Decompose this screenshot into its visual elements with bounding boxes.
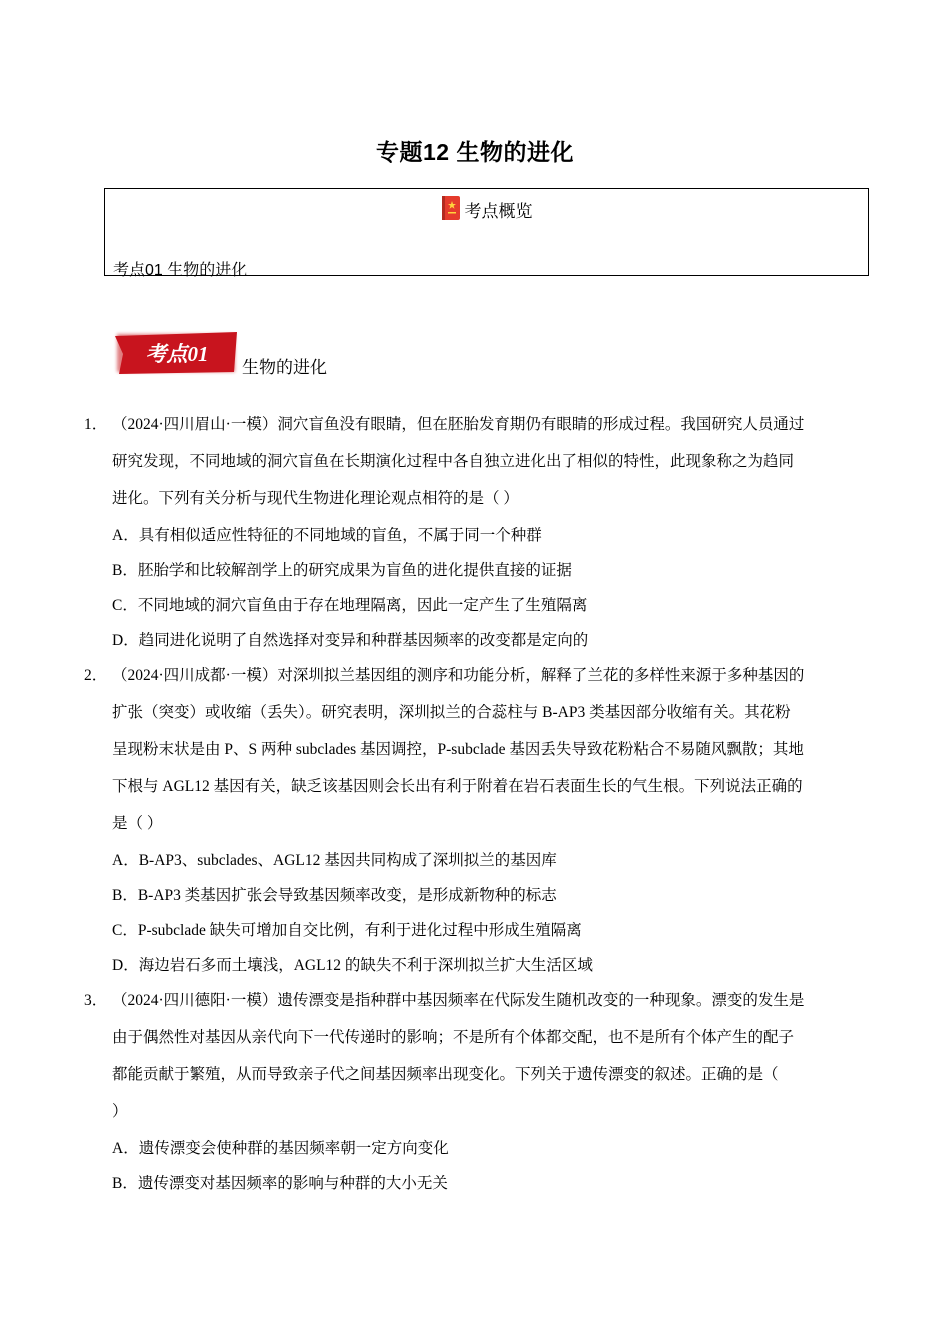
option-a[interactable]: A．具有相似适应性特征的不同地域的盲鱼，不属于同一个种群 (112, 527, 542, 544)
option-a[interactable]: A．遗传漂变会使种群的基因频率朝一定方向变化 (112, 1140, 449, 1157)
question-stem-line: 扩张（突变）或收缩（丢失）。研究表明，深圳拟兰的合蕊柱与 B-AP3 类基因部分收缩有关。其花粉 (112, 704, 791, 721)
section-badge-label: 考点01 (145, 342, 209, 366)
option-d[interactable]: D．海边岩石多而土壤浅，AGL12 的缺失不利于深圳拟兰扩大生活区域 (112, 957, 593, 974)
section-title: 生物的进化 (242, 358, 327, 377)
option-b[interactable]: B．遗传漂变对基因频率的影响与种群的大小无关 (112, 1175, 448, 1192)
question-stem-line: ） (112, 1103, 128, 1120)
book-icon (441, 195, 461, 221)
question-stem-line: 由于偶然性对基因从亲代向下一代传递时的影响；不是所有个体都交配，也不是所有个体产生的配子 (112, 1029, 795, 1046)
question-stem-line: 进化。下列有关分析与现代生物进化理论观点相符的是（ ） (112, 490, 519, 507)
option-d[interactable]: D．趋同进化说明了自然选择对变异和种群基因频率的改变都是定向的 (112, 632, 589, 649)
question-stem-line: 研究发现，不同地域的洞穴盲鱼在长期演化过程中各自独立进化出了相似的特性，此现象称之为趋同 (112, 453, 795, 470)
question-number: 2． (84, 667, 108, 684)
overview-box (104, 188, 869, 279)
question-stem-line: 下根与 AGL12 基因有关，缺乏该基因则会长出有利于附着在岩石表面生长的气生根。下列说法正确的 (112, 778, 803, 795)
question-stem-line: （2024·四川成都·一模）对深圳拟兰基因组的测序和功能分析，解释了兰花的多样性来源于多种基因的 (112, 667, 805, 684)
question-number: 3． (84, 992, 108, 1009)
question-number: 1． (84, 416, 108, 433)
option-c[interactable]: C．P-subclade 缺失可增加自交比例，有利于进化过程中形成生殖隔离 (112, 922, 582, 939)
question-stem-line: （2024·四川眉山·一模）洞穴盲鱼没有眼睛，但在胚胎发育期仍有眼睛的形成过程。我国研究人员通过 (112, 416, 805, 433)
option-a[interactable]: A．B-AP3、subclades、AGL12 基因共同构成了深圳拟兰的基因库 (112, 852, 557, 869)
overview-item[interactable]: 考点01 生物的进化 (113, 262, 248, 279)
question-stem-line: 呈现粉末状是由 P、S 两种 subclades 基因调控，P-subclade 基因丢失导致花粉粘合不易随风飘散；其地 (112, 741, 804, 758)
option-c[interactable]: C．不同地域的洞穴盲鱼由于存在地理隔离，因此一定产生了生殖隔离 (112, 597, 588, 614)
option-b[interactable]: B．B-AP3 类基因扩张会导致基因频率改变，是形成新物种的标志 (112, 887, 557, 904)
option-b[interactable]: B．胚胎学和比较解剖学上的研究成果为盲鱼的进化提供直接的证据 (112, 562, 572, 579)
section-badge (113, 330, 239, 376)
overview-heading-text: 考点概览 (464, 202, 533, 221)
page-title: 专题12 生物的进化 (376, 139, 574, 165)
question-stem-line: 是（ ） (112, 815, 163, 832)
overview-heading (105, 195, 868, 222)
question-stem-line: 都能贡献于繁殖，从而导致亲子代之间基因频率出现变化。下列关于遗传漂变的叙述。正确的是（ (112, 1066, 779, 1083)
question-stem-line: （2024·四川德阳·一模）遗传漂变是指种群中基因频率在代际发生随机改变的一种现象。漂变的发生是 (112, 992, 805, 1009)
